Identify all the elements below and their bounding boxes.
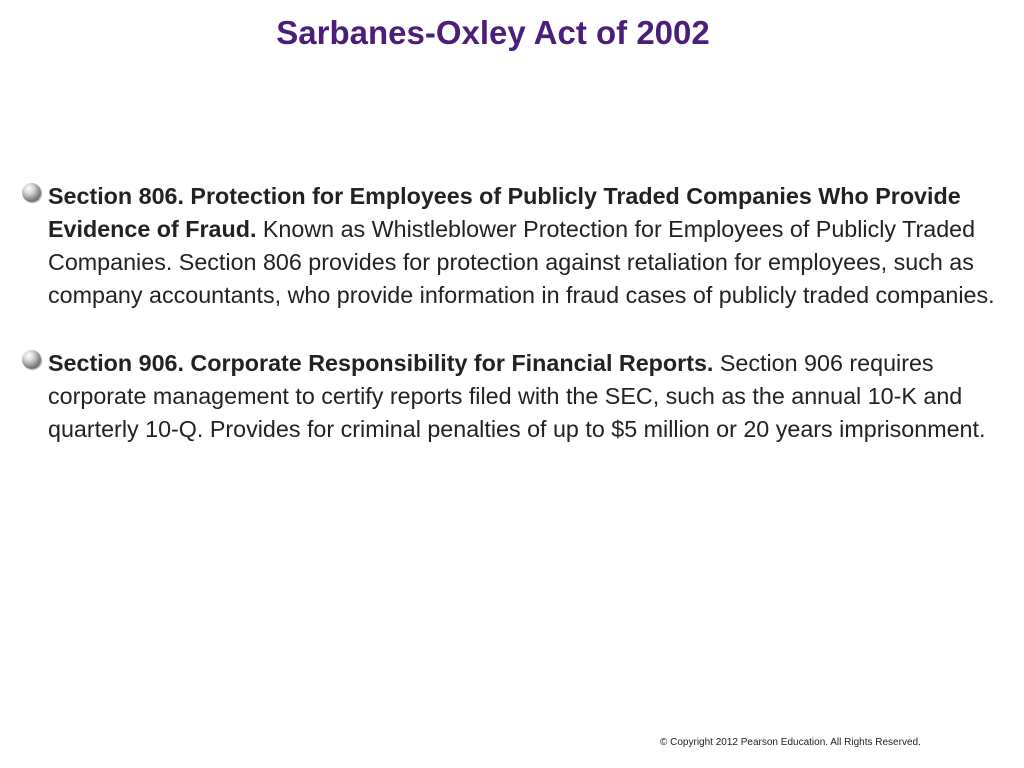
slide-title: Sarbanes-Oxley Act of 2002 [276,14,710,51]
bullet-body: Section 906 requires corporate management to certify reports filed with the SEC, such as the annual 10-K and quarterly 10-Q. Provides for criminal penalties of up to $5 million or 20 years imprisonment. [48,350,986,442]
bullet-item-section-906 [22,347,1007,446]
bullet-lead: Section 806. Protection for Employees of Publicly Traded Companies Who Provide Evidence of Fraud. [48,183,961,242]
bullet-lead: Section 906. Corporate Responsibility for Financial Reports. [48,350,714,376]
bullet-body: Known as Whistleblower Protection for Employees of Publicly Traded Companies. Section 806 provides for protection against retaliation for employees, such as company accountants, who provide information in fraud cases of publicly traded companies. [48,216,995,308]
bullet-list [22,180,1007,446]
bullet-icon [22,183,41,202]
bullet-icon [22,350,41,369]
copyright-notice: © Copyright 2012 Pearson Education. All Rights Reserved. [660,737,921,748]
bullet-item-section-806 [22,180,1007,312]
